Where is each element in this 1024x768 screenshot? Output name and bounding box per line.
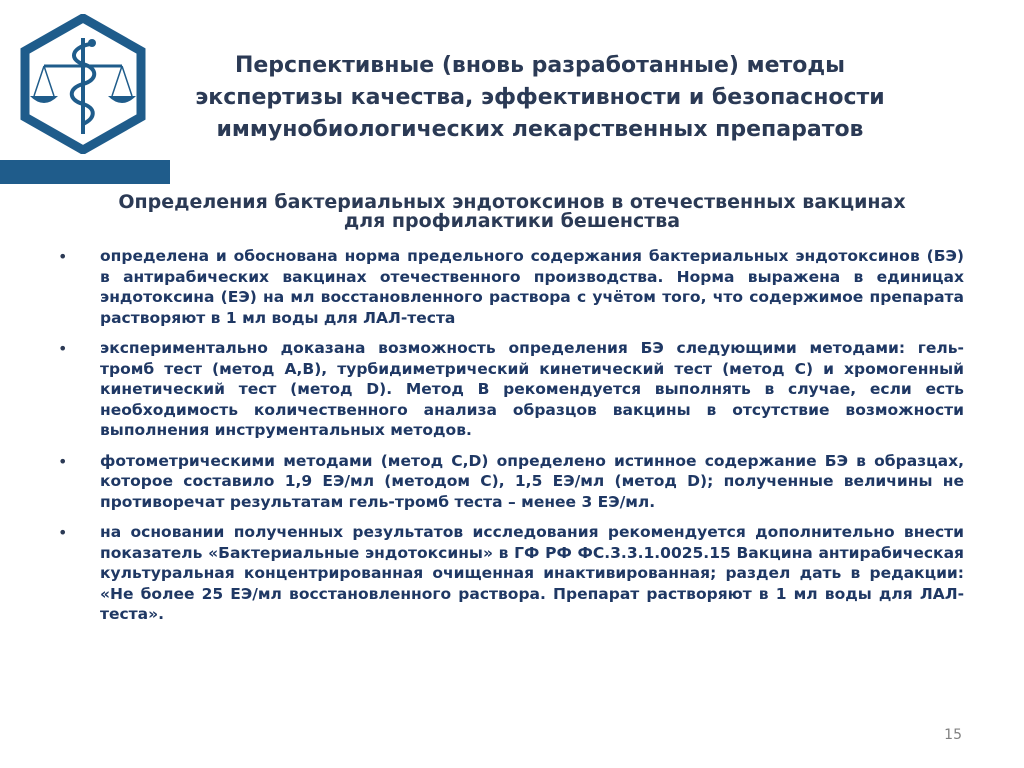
page-number: 15	[944, 727, 962, 743]
subtitle-line: для профилактики бешенства	[343, 210, 681, 232]
list-item	[58, 522, 964, 625]
section-subtitle	[60, 193, 964, 231]
subtitle-line: Определения бактериальных эндотоксинов в отечественных вакцинах	[118, 191, 906, 213]
accent-bar	[0, 160, 170, 184]
title-line: Перспективные (вновь разработанные) методы	[234, 53, 846, 78]
page-title	[190, 50, 890, 146]
logo-hexagon-caduceus-scales	[20, 14, 146, 154]
bullet-text: фотометрическими методами (метод C,D) определено истинное содержание БЭ в образцах, которое составило 1,9 ЕЭ/мл (методом С), 1,5 ЕЭ/мл (метод D); полученные величины не противоречат результатам гель-тромб теста – менее 3 ЕЭ/мл.	[100, 451, 964, 511]
bullet-text: определена и обоснована норма предельного содержания бактериальных эндотоксинов (БЭ) в антирабических вакцинах отечественного производства. Норма выражена в единицах эндотоксина (ЕЭ) на мл восстановленного раствора с учётом того, что содержимое препарата растворяют в 1 мл воды для ЛАЛ-теста	[100, 247, 964, 327]
bullet-list	[58, 246, 964, 635]
title-line: экспертизы качества, эффективности и безопасности	[195, 85, 885, 110]
bullet-dot-icon: •	[58, 247, 68, 266]
list-item	[58, 338, 964, 441]
bullet-dot-icon: •	[58, 339, 68, 358]
list-item	[58, 246, 964, 328]
bullet-text: на основании полученных результатов исследования рекомендуется дополнительно внести показатель «Бактериальные эндотоксины» в ГФ РФ ФС.3.3.1.0025.15 Вакцина антирабическая культуральная концентрированная очищенная инактивированная; раздел дать в редакции: «Не более 25 ЕЭ/мл восстановленного раствора. Препарат растворяют в 1 мл воды для ЛАЛ-теста».	[100, 523, 964, 623]
title-line: иммунобиологических лекарственных препаратов	[216, 117, 864, 142]
bullet-dot-icon: •	[58, 523, 68, 542]
bullet-text: экспериментально доказана возможность определения БЭ следующими методами: гель-тромб тест (метод А,В), турбидиметрический кинетический тест (метод С) и хромогенный кинетический тест (метод D). Метод В рекомендуется выполнять в случае, если есть необходимость количественного анализа образцов вакцины в отсутствие возможности выполнения инструментальных методов.	[100, 339, 964, 439]
bullet-dot-icon: •	[58, 451, 68, 471]
list-item	[58, 451, 964, 513]
